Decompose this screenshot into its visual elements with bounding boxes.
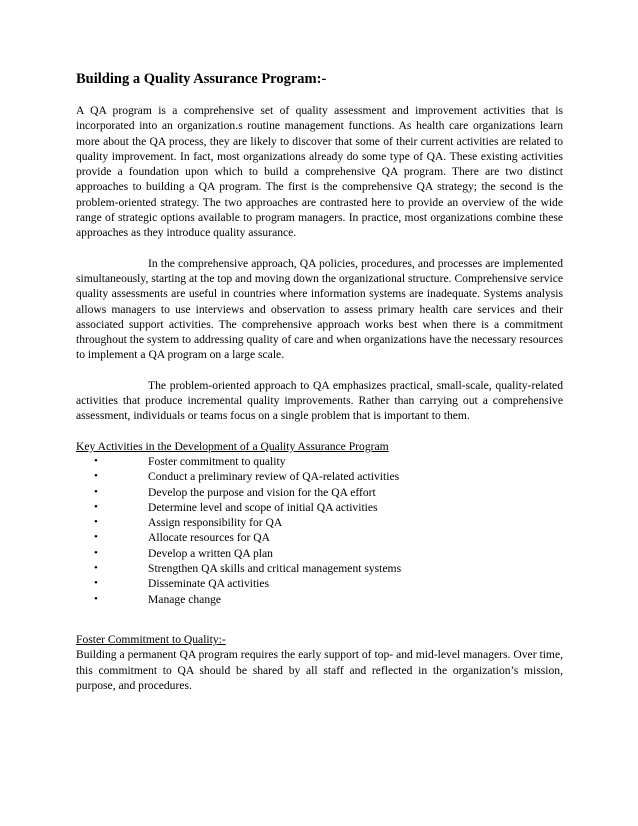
problem-oriented-approach-paragraph: The problem-oriented approach to QA emphasizes practical, small-scale, quality-related activities that produce incremental quality improvements. Rather than carrying out a comprehensive assessment, individuals or teams focus on a single problem that is important to them. xyxy=(76,378,563,423)
bullet-icon: • xyxy=(94,470,98,483)
list-item-label: Develop a written QA plan xyxy=(148,546,273,560)
bullet-icon: • xyxy=(94,454,98,467)
list-item xyxy=(76,576,563,591)
page-title: Building a Quality Assurance Program:- xyxy=(76,71,327,87)
foster-commitment-paragraph: Building a permanent QA program requires the early support of top- and mid-level managers. Over time, this commitment to QA should be shared by all staff and reflected in the organization’s mission, purpose, and procedures. xyxy=(76,648,563,692)
bullet-icon: • xyxy=(94,562,98,575)
list-item-label: Manage change xyxy=(148,592,222,606)
key-activities-list xyxy=(76,454,563,607)
list-item-label: Assign responsibility for QA xyxy=(148,516,283,530)
list-item xyxy=(76,530,563,545)
foster-commitment-heading: Foster Commitment to Quality:- xyxy=(76,632,226,646)
list-item-label: Develop the purpose and vision for the QA effort xyxy=(148,485,376,499)
bullet-icon: • xyxy=(94,516,98,529)
bullet-icon: • xyxy=(94,500,98,513)
comprehensive-approach-paragraph: In the comprehensive approach, QA policies, procedures, and processes are implemented simultaneously, starting at the top and moving down the organizational structure. Comprehensive service quality assessments are useful in countries where information systems are inadequate. Systems analysis allows managers to use interviews and observation to assess primary health care services and their associated support activities. The comprehensive approach works best when there is a commitment throughout the system to addressing quality of care and when organizations have the necessary resources to implement a QA program on a large scale. xyxy=(76,256,563,362)
list-item xyxy=(76,546,563,561)
list-item-label: Disseminate QA activities xyxy=(148,577,270,591)
list-item-label: Determine level and scope of initial QA activities xyxy=(148,500,378,514)
list-item xyxy=(76,485,563,500)
intro-paragraph: A QA program is a comprehensive set of quality assessment and improvement activities that is incorporated into an organization.s routine management functions. As health care organizations learn more about the QA process, they are likely to discover that some of their current activities are related to quality improvement. In fact, most organizations already do some type of QA. These existing activities provide a foundation upon which to build a comprehensive QA program. There are two distinct approaches to building a QA program. The first is the comprehensive QA strategy; the second is the problem-oriented strategy. The two approaches are contrasted here to provide an overview of the wide range of strategic options available to program managers. In practice, most organizations combine these approaches as they introduce quality assurance. xyxy=(76,104,563,240)
bullet-icon: • xyxy=(94,577,98,590)
bullet-icon: • xyxy=(94,546,98,559)
list-item-label: Foster commitment to quality xyxy=(148,454,286,468)
list-item xyxy=(76,561,563,576)
key-activities-heading: Key Activities in the Development of a Quality Assurance Program xyxy=(76,439,389,453)
list-item xyxy=(76,515,563,530)
document-content xyxy=(76,70,563,693)
list-item xyxy=(76,454,563,469)
list-item xyxy=(76,592,563,607)
bullet-icon: • xyxy=(94,485,98,498)
bullet-icon: • xyxy=(94,531,98,544)
list-item-label: Strengthen QA skills and critical management systems xyxy=(148,562,402,576)
list-item xyxy=(76,500,563,515)
bullet-icon: • xyxy=(94,592,98,605)
list-item xyxy=(76,469,563,484)
list-item-label: Conduct a preliminary review of QA-related activities xyxy=(148,470,400,484)
list-item-label: Allocate resources for QA xyxy=(148,531,271,545)
